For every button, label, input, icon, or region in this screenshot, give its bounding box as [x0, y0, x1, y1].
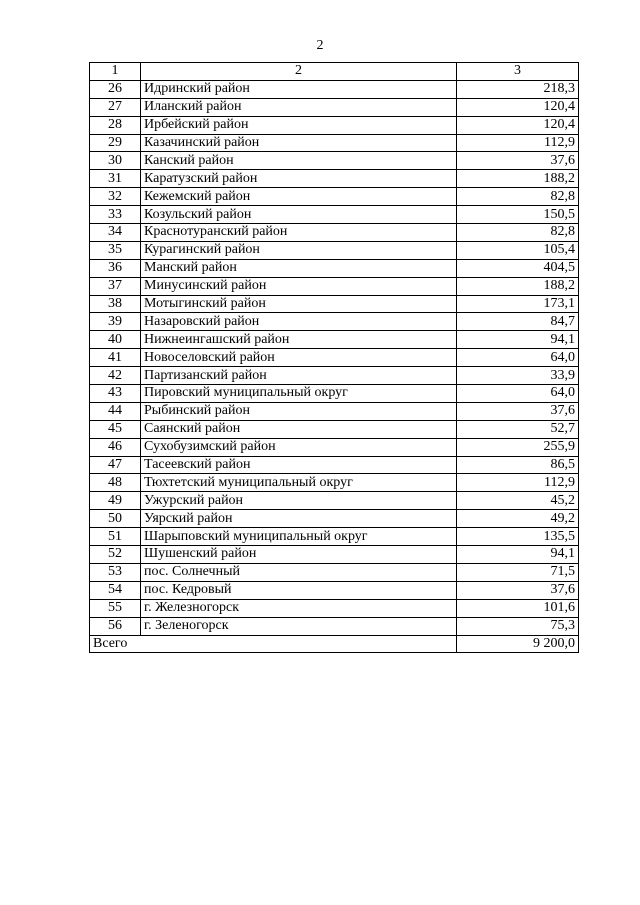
municipality-name: Козульский район [141, 206, 457, 224]
table-row [90, 510, 579, 528]
municipality-name: пос. Кедровый [141, 581, 457, 599]
table-row [90, 546, 579, 564]
row-number: 31 [90, 170, 141, 188]
row-number: 51 [90, 528, 141, 546]
table-row [90, 170, 579, 188]
amount-value: 120,4 [457, 116, 579, 134]
table-row [90, 152, 579, 170]
table-row [90, 224, 579, 242]
row-number: 32 [90, 188, 141, 206]
row-number: 33 [90, 206, 141, 224]
table-row [90, 528, 579, 546]
municipality-name: Ирбейский район [141, 116, 457, 134]
amount-value: 52,7 [457, 420, 579, 438]
amount-value: 94,1 [457, 331, 579, 349]
row-number: 55 [90, 599, 141, 617]
municipality-name: Манский район [141, 259, 457, 277]
row-number: 48 [90, 474, 141, 492]
total-row [90, 635, 579, 653]
amount-value: 64,0 [457, 385, 579, 403]
municipality-name: Курагинский район [141, 241, 457, 259]
amount-value: 45,2 [457, 492, 579, 510]
row-number: 28 [90, 116, 141, 134]
amount-value: 82,8 [457, 224, 579, 242]
municipality-name: Мотыгинский район [141, 295, 457, 313]
amount-value: 188,2 [457, 170, 579, 188]
municipality-name: Канский район [141, 152, 457, 170]
amount-value: 105,4 [457, 241, 579, 259]
table-row [90, 581, 579, 599]
municipality-name: Идринский район [141, 80, 457, 98]
amount-value: 82,8 [457, 188, 579, 206]
amount-value: 49,2 [457, 510, 579, 528]
municipality-name: Новоселовский район [141, 349, 457, 367]
amount-value: 112,9 [457, 474, 579, 492]
municipality-name: Казачинский район [141, 134, 457, 152]
row-number: 36 [90, 259, 141, 277]
allocation-table [89, 62, 579, 653]
row-number: 43 [90, 385, 141, 403]
table-row [90, 241, 579, 259]
row-number: 50 [90, 510, 141, 528]
amount-value: 112,9 [457, 134, 579, 152]
row-number: 46 [90, 438, 141, 456]
page-number: 2 [316, 38, 324, 53]
amount-value: 101,6 [457, 599, 579, 617]
table-row [90, 331, 579, 349]
header-cell-2: 2 [141, 63, 457, 81]
amount-value: 404,5 [457, 259, 579, 277]
row-number: 26 [90, 80, 141, 98]
table-row [90, 563, 579, 581]
row-number: 37 [90, 277, 141, 295]
amount-value: 37,6 [457, 581, 579, 599]
row-number: 54 [90, 581, 141, 599]
municipality-name: Краснотуранский район [141, 224, 457, 242]
total-value: 9 200,0 [457, 635, 579, 653]
table-row [90, 277, 579, 295]
amount-value: 188,2 [457, 277, 579, 295]
table-row [90, 80, 579, 98]
municipality-name: Партизанский район [141, 367, 457, 385]
table-row [90, 313, 579, 331]
row-number: 56 [90, 617, 141, 635]
amount-value: 120,4 [457, 98, 579, 116]
row-number: 29 [90, 134, 141, 152]
row-number: 30 [90, 152, 141, 170]
table-row [90, 402, 579, 420]
table-row [90, 206, 579, 224]
municipality-name: Назаровский район [141, 313, 457, 331]
table-row [90, 420, 579, 438]
table-row [90, 188, 579, 206]
row-number: 38 [90, 295, 141, 313]
municipality-name: Ужурский район [141, 492, 457, 510]
amount-value: 150,5 [457, 206, 579, 224]
table-row [90, 116, 579, 134]
table-row [90, 438, 579, 456]
amount-value: 135,5 [457, 528, 579, 546]
amount-value: 173,1 [457, 295, 579, 313]
municipality-name: Рыбинский район [141, 402, 457, 420]
table-row [90, 367, 579, 385]
row-number: 49 [90, 492, 141, 510]
header-cell-3: 3 [457, 63, 579, 81]
municipality-name: Каратузский район [141, 170, 457, 188]
row-number: 53 [90, 563, 141, 581]
row-number: 42 [90, 367, 141, 385]
amount-value: 75,3 [457, 617, 579, 635]
municipality-name: Саянский район [141, 420, 457, 438]
table-row [90, 474, 579, 492]
municipality-name: Иланский район [141, 98, 457, 116]
municipality-name: Минусинский район [141, 277, 457, 295]
table-row [90, 617, 579, 635]
municipality-name: Нижнеингашский район [141, 331, 457, 349]
amount-value: 71,5 [457, 563, 579, 581]
amount-value: 86,5 [457, 456, 579, 474]
municipality-name: Уярский район [141, 510, 457, 528]
header-cell-1: 1 [90, 63, 141, 81]
table-row [90, 599, 579, 617]
table-row [90, 295, 579, 313]
amount-value: 37,6 [457, 402, 579, 420]
table-row [90, 492, 579, 510]
municipality-name: пос. Солнечный [141, 563, 457, 581]
row-number: 40 [90, 331, 141, 349]
table-row [90, 456, 579, 474]
amount-value: 33,9 [457, 367, 579, 385]
table-body [90, 63, 579, 653]
amount-value: 94,1 [457, 546, 579, 564]
row-number: 39 [90, 313, 141, 331]
row-number: 52 [90, 546, 141, 564]
municipality-name: Шарыповский муниципальный округ [141, 528, 457, 546]
amount-value: 255,9 [457, 438, 579, 456]
municipality-name: Тасеевский район [141, 456, 457, 474]
row-number: 47 [90, 456, 141, 474]
municipality-name: Тюхтетский муниципальный округ [141, 474, 457, 492]
municipality-name: Пировский муниципальный округ [141, 385, 457, 403]
municipality-name: Сухобузимский район [141, 438, 457, 456]
row-number: 41 [90, 349, 141, 367]
amount-value: 218,3 [457, 80, 579, 98]
amount-value: 64,0 [457, 349, 579, 367]
table-row [90, 259, 579, 277]
row-number: 45 [90, 420, 141, 438]
municipality-name: г. Железногорск [141, 599, 457, 617]
amount-value: 37,6 [457, 152, 579, 170]
table-row [90, 385, 579, 403]
row-number: 27 [90, 98, 141, 116]
municipality-name: г. Зеленогорск [141, 617, 457, 635]
table-row [90, 134, 579, 152]
row-number: 35 [90, 241, 141, 259]
table-row [90, 349, 579, 367]
total-label: Всего [90, 635, 457, 653]
table-row [90, 98, 579, 116]
municipality-name: Шушенский район [141, 546, 457, 564]
municipality-name: Кежемский район [141, 188, 457, 206]
row-number: 44 [90, 402, 141, 420]
row-number: 34 [90, 224, 141, 242]
table-header-row [90, 63, 579, 81]
amount-value: 84,7 [457, 313, 579, 331]
